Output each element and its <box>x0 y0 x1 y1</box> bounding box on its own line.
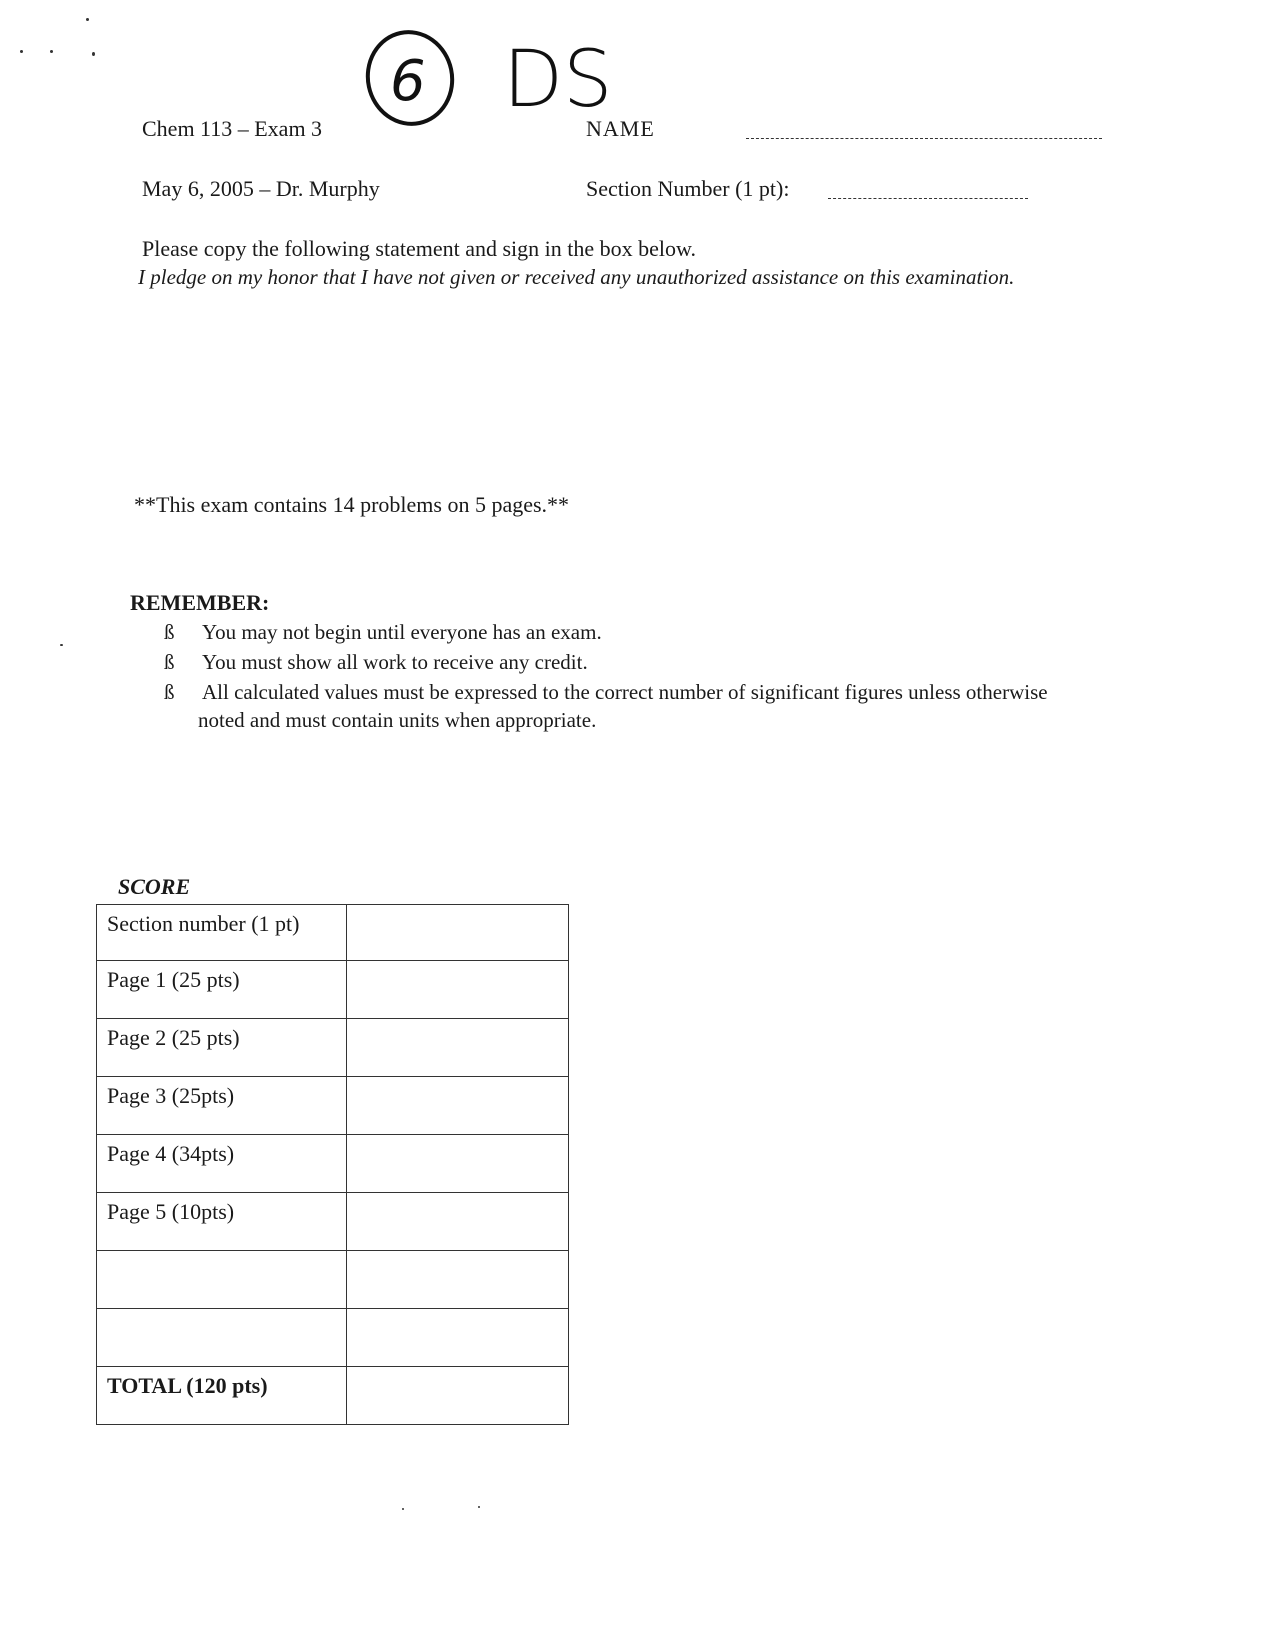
bullet-glyph: ß <box>164 680 175 704</box>
scan-speck <box>20 50 23 53</box>
remember-item-3-continuation: noted and must contain units when appropriate. <box>198 708 597 732</box>
score-cell[interactable] <box>347 1135 569 1193</box>
score-table <box>96 904 569 1425</box>
score-heading: SCORE <box>118 874 191 899</box>
score-row-label: Page 3 (25pts) <box>97 1077 347 1135</box>
name-input-line[interactable] <box>746 138 1102 139</box>
score-row-label: Page 2 (25 pts) <box>97 1019 347 1077</box>
table-row <box>97 1077 569 1135</box>
table-row <box>97 1367 569 1425</box>
exam-note: **This exam contains 14 problems on 5 pages.** <box>134 492 570 517</box>
scan-speck <box>402 1508 404 1510</box>
table-row <box>97 1251 569 1309</box>
remember-item-1 <box>164 620 602 645</box>
section-number-label: Section Number (1 pt): <box>586 176 790 201</box>
pledge-statement: I pledge on my honor that I have not given or received any unauthorized assistance on this examination. <box>138 265 1015 289</box>
score-cell[interactable] <box>347 961 569 1019</box>
score-total-cell[interactable] <box>347 1367 569 1425</box>
section-number-input-line[interactable] <box>828 198 1028 199</box>
remember-heading: REMEMBER: <box>130 590 270 615</box>
table-row <box>97 1309 569 1367</box>
date-instructor: May 6, 2005 – Dr. Murphy <box>142 176 380 201</box>
score-row-label: Section number (1 pt) <box>97 905 347 961</box>
remember-item-text: All calculated values must be expressed to the correct number of significant figures unless otherwise <box>202 680 1048 704</box>
bullet-glyph: ß <box>164 620 175 644</box>
scan-speck <box>60 644 63 646</box>
handwritten-initials: DS <box>503 35 613 125</box>
score-row-label <box>97 1251 347 1309</box>
score-row-label: Page 1 (25 pts) <box>97 961 347 1019</box>
score-cell[interactable] <box>347 1019 569 1077</box>
score-row-label: Page 4 (34pts) <box>97 1135 347 1193</box>
handwritten-circled-number: 6 <box>390 49 426 114</box>
score-row-label: Page 5 (10pts) <box>97 1193 347 1251</box>
pledge-instruction: Please copy the following statement and sign in the box below. <box>142 236 696 261</box>
scan-speck <box>50 50 53 53</box>
remember-item-text: You must show all work to receive any credit. <box>202 650 588 674</box>
score-row-label <box>97 1309 347 1367</box>
course-title: Chem 113 – Exam 3 <box>142 116 323 141</box>
name-label: NAME <box>586 116 655 141</box>
bullet-glyph: ß <box>164 650 175 674</box>
scan-speck <box>92 52 95 56</box>
table-row <box>97 905 569 961</box>
score-cell[interactable] <box>347 1193 569 1251</box>
table-row <box>97 1019 569 1077</box>
score-cell[interactable] <box>347 905 569 961</box>
remember-item-text: You may not begin until everyone has an exam. <box>202 620 602 644</box>
score-cell[interactable] <box>347 1077 569 1135</box>
score-total-label: TOTAL (120 pts) <box>97 1367 347 1425</box>
table-row <box>97 961 569 1019</box>
scan-speck <box>86 18 89 21</box>
score-cell[interactable] <box>347 1251 569 1309</box>
remember-item-3 <box>164 680 1048 705</box>
scan-speck <box>478 1506 480 1508</box>
remember-item-2 <box>164 650 588 675</box>
table-row <box>97 1193 569 1251</box>
score-cell[interactable] <box>347 1309 569 1367</box>
table-row <box>97 1135 569 1193</box>
